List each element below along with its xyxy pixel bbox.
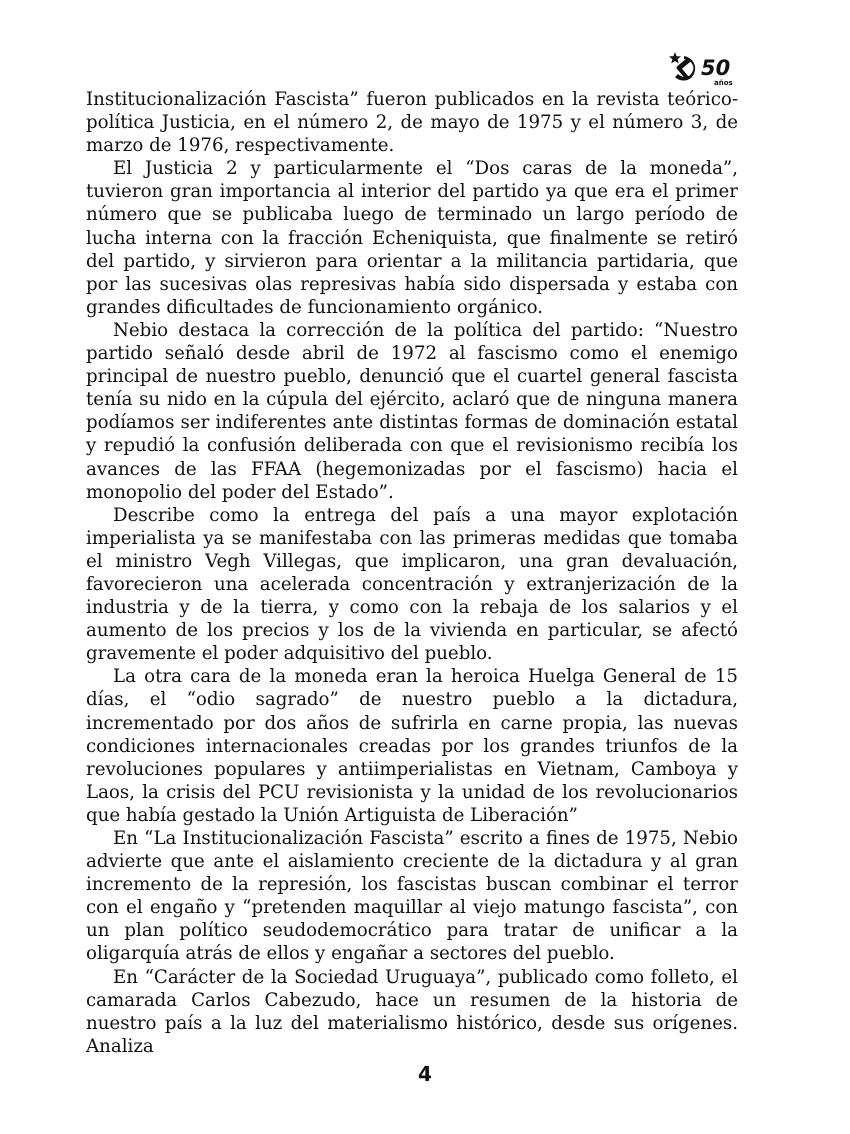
paragraph: En “La Institucionalización Fascista” escrito a fines de 1975, Nebio advierte que ante el aislamiento creciente de la dictadura y al gran incremento de la represión, los fascistas buscan combinar el terror con el engaño y “pretenden maquillar al viejo matungo fascista”, con un plan político seudodemocrático para tratar de unificar a la oligarquía atrás de ellos y engañar a sectores del pueblo.: [86, 828, 738, 965]
page-number: 4: [418, 1062, 432, 1086]
paragraph: El Justicia 2 y particularmente el “Dos caras de la moneda”, tuvieron gran importancia al interior del partido ya que era el primer número que se publicaba luego de terminado un largo período de lucha interna con la fracción Echeniquista, que finalmente se retiró del partido, y sirvieron para orientar a la militancia partidaria, que por las sucesivas olas represivas había sido dispersada y estaba con grandes dificultades de funcionamiento orgánico.: [86, 158, 738, 318]
paragraph: Describe como la entrega del país a una mayor explotación imperialista ya se manifestaba con las primeras medidas que tomaba el ministro Vegh Villegas, que implicaron, una gran devaluación, favorecieron una acelerada concentración y extranjerización de la industria y de la tierra, y como con la rebaja de los salarios y el aumento de los precios y los de la vivienda en particular, se afectó gravemente el poder adquisitivo del pueblo.: [86, 504, 738, 665]
paragraph: En “Carácter de la Sociedad Uruguaya”, publicado como folleto, el camarada Carlos Cabezudo, hace un resumen de la historia de nuestro país a la luz del materialismo histórico, desde sus orígenes. Analiza: [86, 966, 738, 1057]
body-text: [86, 88, 738, 1058]
paragraph: La otra cara de la moneda eran la heroica Huelga General de 15 días, el “odio sagrado” de nuestro pueblo a la dictadura, incrementado por dos años de sufrirla en carne propia, las nuevas condiciones internacionales creadas por los grandes triunfos de la revoluciones populares y antiimperialistas en Vietnam, Camboya y Laos, la crisis del PCU revisionista y la unidad de los revolucionarios que había gestado la Unión Artiguista de Liberación”: [86, 666, 738, 826]
anniversary-logo: [668, 50, 740, 90]
svg-text:50: 50: [701, 56, 731, 80]
paragraph: Nebio destaca la corrección de la política del partido: “Nuestro partido señaló desde abril de 1972 al fascismo como el enemigo principal de nuestro pueblo, denunció que el cuartel general fascista tenía su nido en la cúpula del ejército, aclaró que de ninguna manera podíamos ser indiferentes ante distintas formas de dominación estatal y repudió la confusión deliberada con que el revisionismo recibía los avances de las FFAA (hegemonizadas por el fascismo) hacia el monopolio del poder del Estado”.: [86, 319, 738, 503]
hammer-sickle-star-icon: [668, 50, 740, 90]
svg-text:años: años: [714, 79, 733, 87]
paragraph: Institucionalización Fascista” fueron publicados en la revista teórico-política Justicia, en el número 2, de mayo de 1975 y el número 3, de marzo de 1976, respectivamente.: [86, 89, 738, 157]
